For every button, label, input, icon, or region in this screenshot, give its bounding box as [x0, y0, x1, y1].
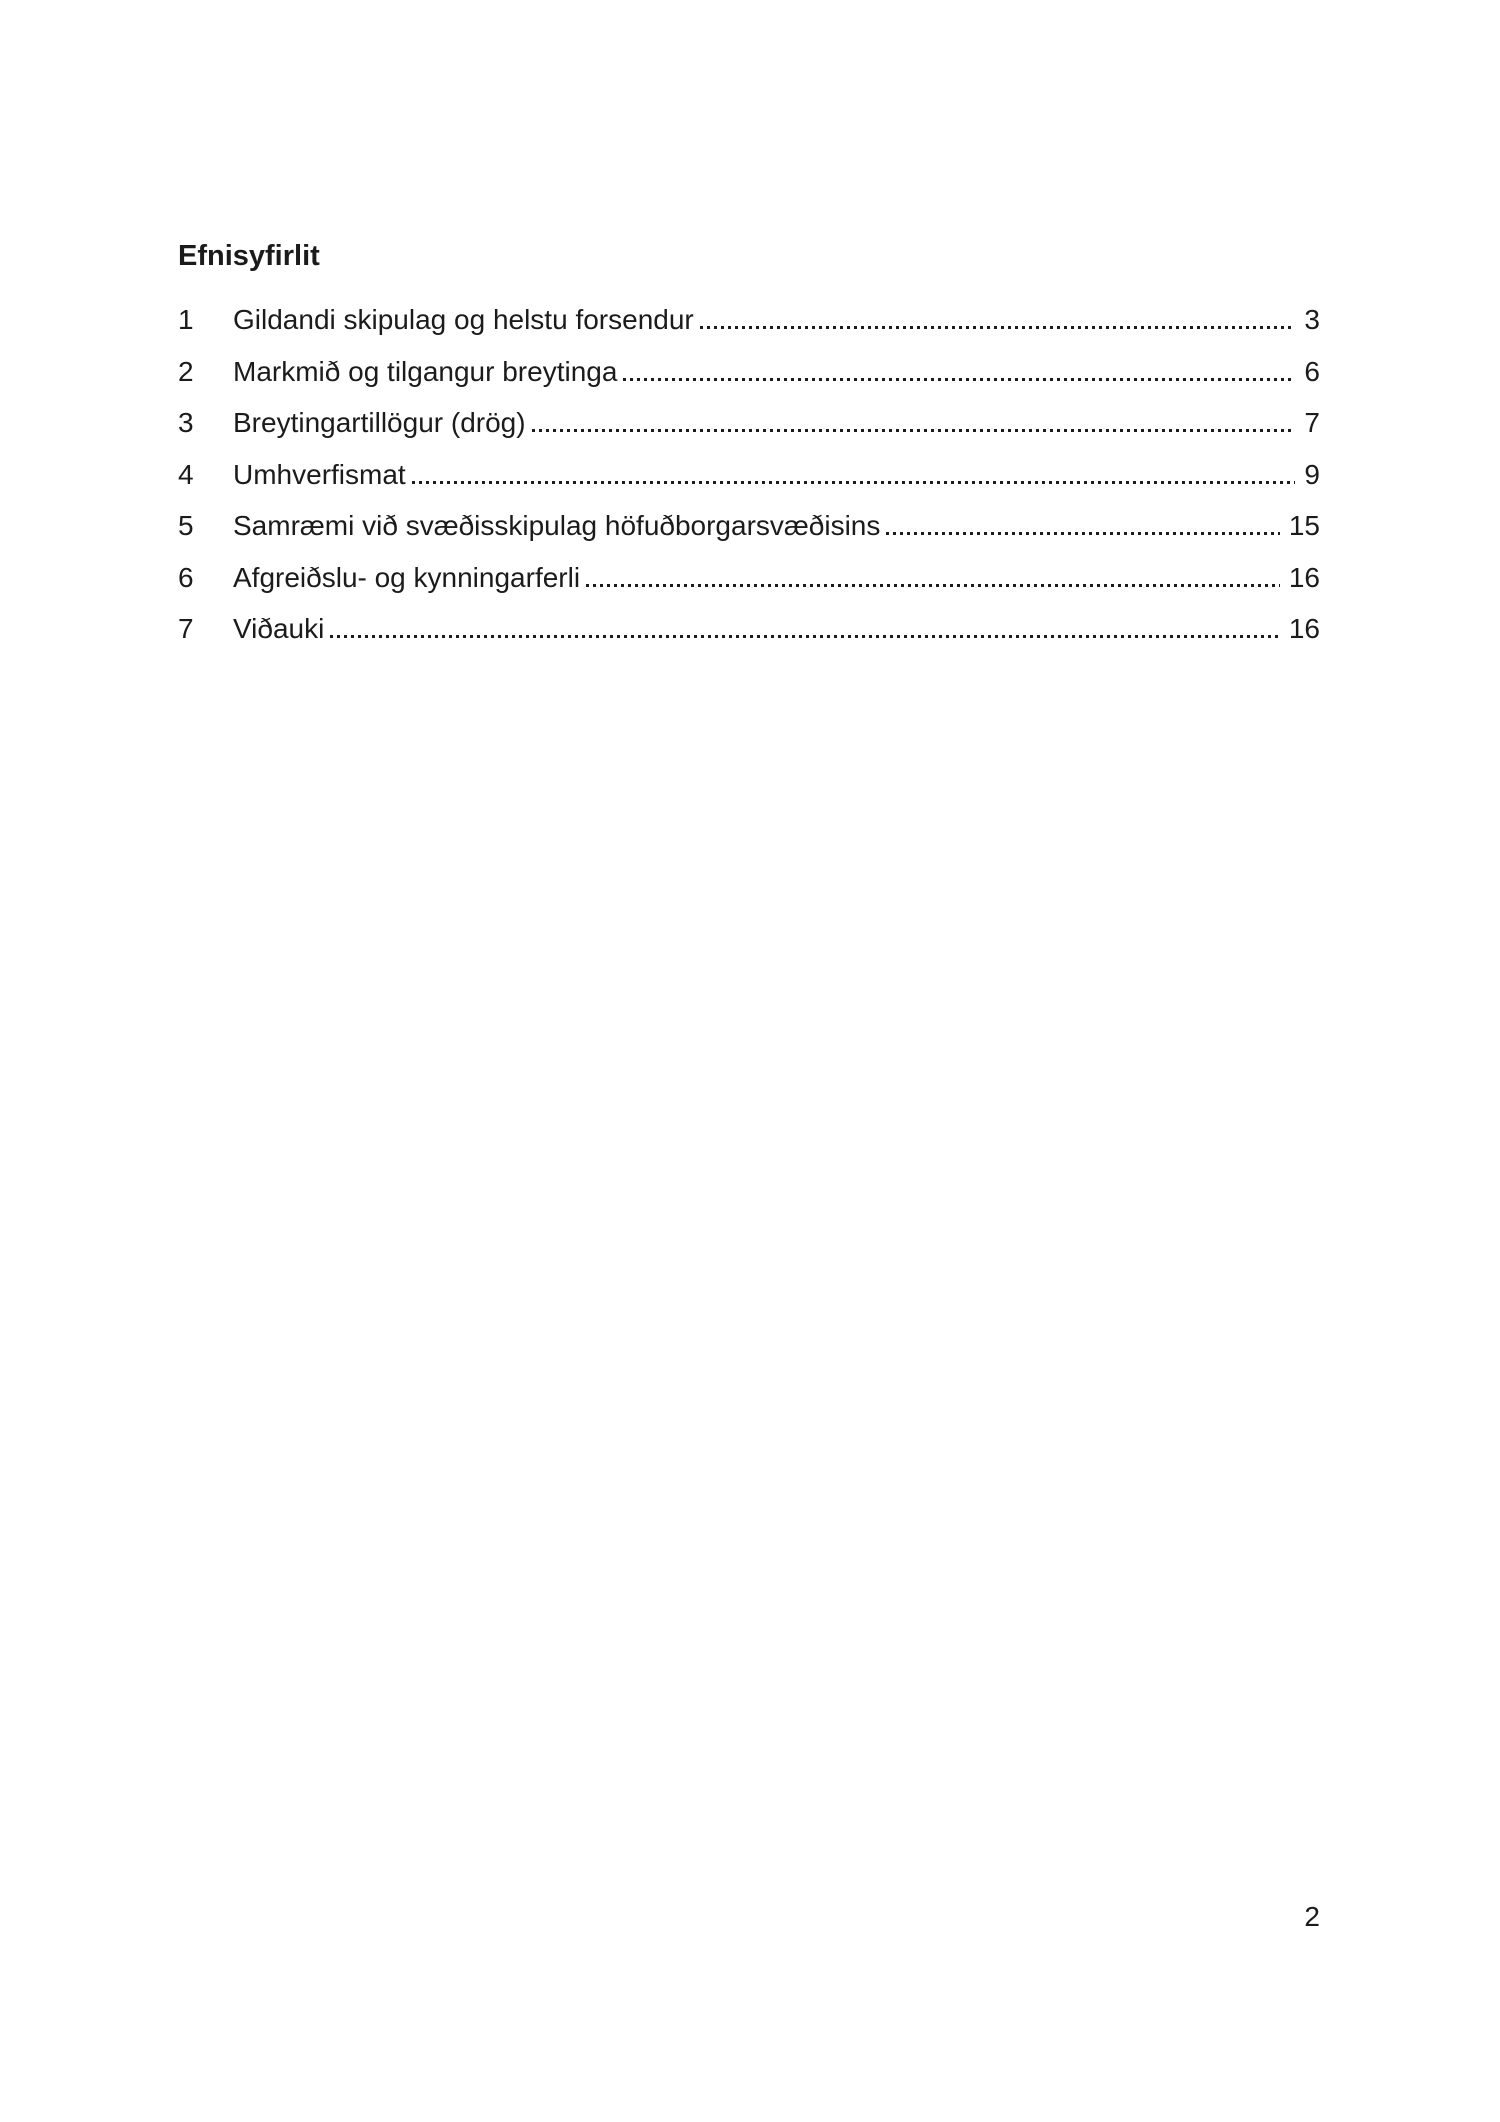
toc-entry[interactable] — [178, 355, 1320, 389]
toc-entry-page: 6 — [1304, 355, 1320, 387]
toc-entry[interactable] — [178, 303, 1320, 337]
dot-leader — [532, 429, 1296, 432]
toc-entry[interactable] — [178, 509, 1320, 543]
toc-heading: Efnisyfirlit — [178, 240, 320, 272]
toc-entry-page: 15 — [1288, 510, 1320, 541]
toc-entry-number: 4 — [178, 458, 194, 490]
toc-entry-page: 3 — [1304, 304, 1320, 335]
toc-entry-number: 3 — [178, 407, 194, 438]
toc-entry-number: 6 — [178, 561, 194, 593]
dot-leader — [412, 481, 1296, 484]
footer-page-number: 2 — [1304, 1901, 1320, 1932]
table-of-contents — [178, 303, 1320, 646]
toc-entry-page: 9 — [1304, 458, 1320, 490]
toc-entry-page: 16 — [1288, 561, 1320, 593]
dot-leader — [623, 378, 1295, 381]
toc-entry-title: Afgreiðslu- og kynningarferli — [233, 561, 581, 593]
toc-entry-number: 5 — [178, 510, 194, 541]
toc-entry-page: 7 — [1304, 407, 1320, 438]
toc-entry-title: Umhverfismat — [233, 458, 406, 490]
toc-section — [178, 239, 1320, 664]
toc-entry[interactable] — [178, 612, 1320, 646]
toc-entry-page: 16 — [1288, 613, 1320, 644]
toc-entry-number: 7 — [178, 613, 194, 644]
toc-entry-title: Viðauki — [233, 613, 325, 644]
toc-entry[interactable] — [178, 406, 1320, 440]
toc-entry-number: 2 — [178, 355, 194, 387]
dot-leader — [700, 326, 1296, 329]
dot-leader — [586, 584, 1280, 587]
toc-entry-title: Breytingartillögur (drög) — [233, 407, 526, 438]
toc-entry[interactable] — [178, 458, 1320, 492]
toc-entry-title: Markmið og tilgangur breytinga — [233, 355, 618, 387]
toc-entry-title: Samræmi við svæðisskipulag höfuðborgarsvæðisins — [233, 510, 881, 541]
dot-leader — [886, 532, 1279, 535]
toc-entry-title: Gildandi skipulag og helstu forsendur — [233, 304, 694, 335]
toc-entry[interactable] — [178, 561, 1320, 595]
dot-leader — [330, 635, 1280, 638]
toc-entry-number: 1 — [178, 304, 194, 335]
